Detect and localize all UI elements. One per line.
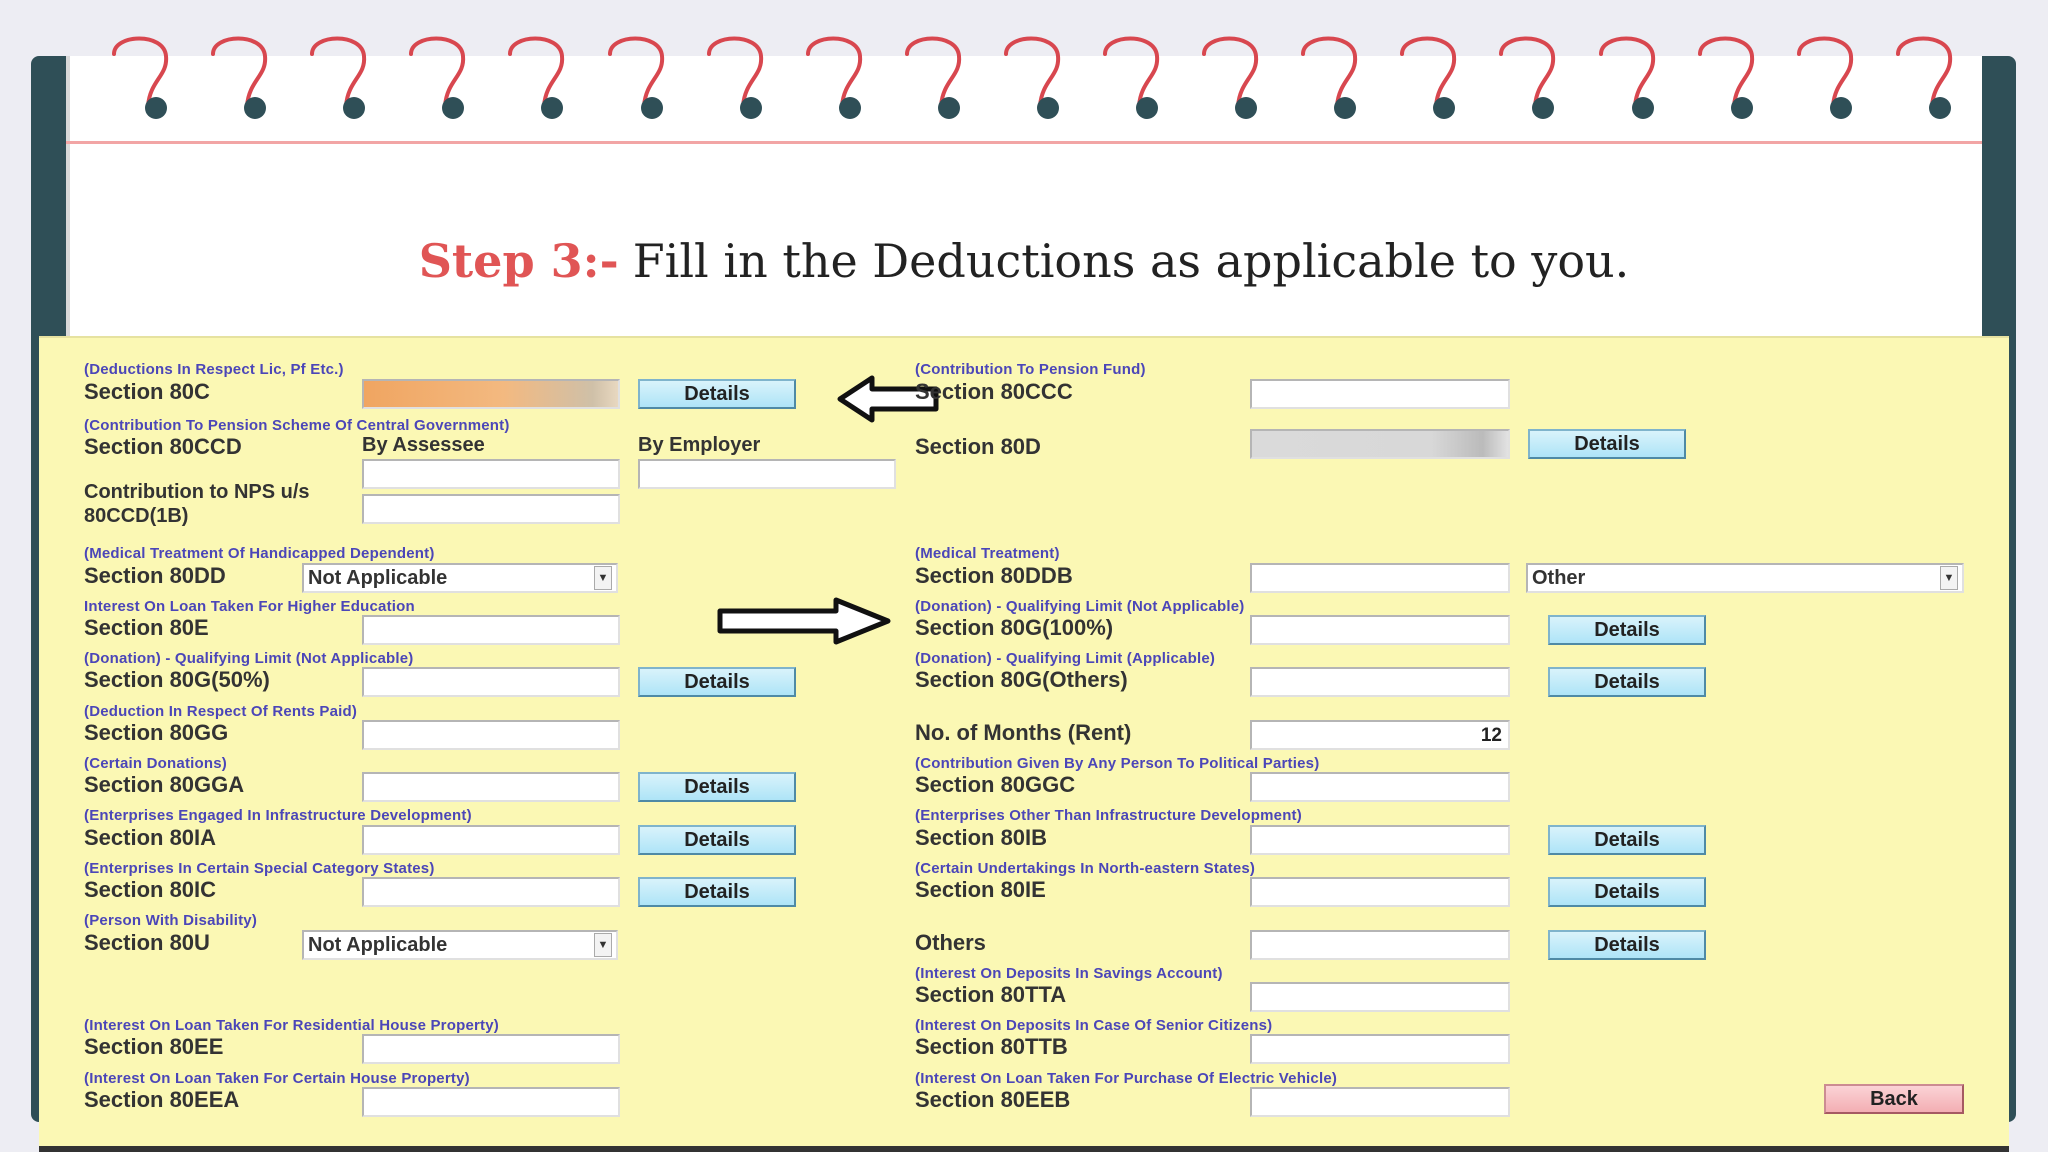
caption-80ttb: (Interest On Deposits In Case Of Senior Citizens) bbox=[915, 1017, 1273, 1034]
input-80g100[interactable] bbox=[1250, 615, 1510, 645]
details-button-80g100[interactable]: Details bbox=[1548, 615, 1706, 645]
input-80ttb[interactable] bbox=[1250, 1034, 1510, 1064]
caption-80ggc: (Contribution Given By Any Person To Political Parties) bbox=[915, 755, 1320, 772]
back-button[interactable]: Back bbox=[1824, 1084, 1964, 1114]
label-80ddb: Section 80DDB bbox=[915, 563, 1073, 588]
input-80ddb[interactable] bbox=[1250, 563, 1510, 593]
caption-80ia: (Enterprises Engaged In Infrastructure Development) bbox=[84, 807, 472, 824]
label-80ic: Section 80IC bbox=[84, 877, 217, 902]
details-button-80g50[interactable]: Details bbox=[638, 667, 796, 697]
details-button-80ia[interactable]: Details bbox=[638, 825, 796, 855]
caption-80e: Interest On Loan Taken For Higher Education bbox=[84, 598, 415, 615]
step-text: Fill in the Deductions as applicable to you. bbox=[632, 234, 1630, 288]
label-80tta: Section 80TTA bbox=[915, 982, 1067, 1007]
label-80e: Section 80E bbox=[84, 615, 209, 640]
caption-80gga: (Certain Donations) bbox=[84, 755, 227, 772]
select-80dd[interactable] bbox=[302, 563, 618, 593]
input-months-rent[interactable]: 12 bbox=[1250, 720, 1510, 750]
label-80gga: Section 80GGA bbox=[84, 772, 245, 797]
spiral-ring-icon bbox=[1791, 28, 1863, 124]
dropdown-arrow-icon[interactable]: ▼ bbox=[1940, 566, 1958, 590]
caption-80eeb: (Interest On Loan Taken For Purchase Of Electric Vehicle) bbox=[915, 1070, 1338, 1087]
label-nps: Contribution to NPS u/s 80CCD(1B) bbox=[84, 481, 310, 527]
input-80ia[interactable] bbox=[362, 825, 620, 855]
label-months-rent: No. of Months (Rent) bbox=[915, 720, 1132, 745]
input-80eeb[interactable] bbox=[1250, 1087, 1510, 1117]
caption-80ie: (Certain Undertakings In North-eastern States) bbox=[915, 860, 1256, 877]
label-by-assessee: By Assessee bbox=[362, 434, 485, 456]
caption-80eea: (Interest On Loan Taken For Certain House Property) bbox=[84, 1070, 470, 1087]
spiral-ring-icon bbox=[998, 28, 1070, 124]
spiral-ring-icon bbox=[701, 28, 773, 124]
label-80gg: Section 80GG bbox=[84, 720, 229, 745]
caption-80c: (Deductions In Respect Lic, Pf Etc.) bbox=[84, 361, 344, 378]
caption-80ib: (Enterprises Other Than Infrastructure Development) bbox=[915, 807, 1302, 824]
page-title bbox=[0, 234, 2048, 288]
step-label: Step 3:- bbox=[418, 234, 619, 288]
input-80ggc[interactable] bbox=[1250, 772, 1510, 802]
label-80dd: Section 80DD bbox=[84, 563, 226, 588]
caption-80ccd: (Contribution To Pension Scheme Of Central Government) bbox=[84, 417, 510, 434]
caption-80gothers: (Donation) - Qualifying Limit (Applicable) bbox=[915, 650, 1216, 667]
spiral-ring-icon bbox=[1493, 28, 1565, 124]
details-button-80gga[interactable]: Details bbox=[638, 772, 796, 802]
label-by-employer: By Employer bbox=[638, 434, 761, 456]
caption-80g100: (Donation) - Qualifying Limit (Not Applicable) bbox=[915, 598, 1245, 615]
input-80c[interactable] bbox=[362, 379, 620, 409]
spiral-ring-icon bbox=[403, 28, 475, 124]
select-80u-value: Not Applicable bbox=[308, 933, 448, 956]
spiral-ring-icon bbox=[502, 28, 574, 124]
details-button-80gothers[interactable]: Details bbox=[1548, 667, 1706, 697]
input-nps-80ccd1b[interactable] bbox=[362, 494, 620, 524]
spiral-ring-icon bbox=[1692, 28, 1764, 124]
label-80c: Section 80C bbox=[84, 379, 210, 404]
label-80g50: Section 80G(50%) bbox=[84, 667, 270, 692]
spiral-ring-icon bbox=[800, 28, 872, 124]
input-80ccd-employer[interactable] bbox=[638, 459, 896, 489]
dropdown-arrow-icon[interactable]: ▼ bbox=[594, 566, 612, 590]
spiral-ring-icon bbox=[899, 28, 971, 124]
label-80ccc: Section 80CCC bbox=[915, 379, 1073, 404]
details-button-others[interactable]: Details bbox=[1548, 930, 1706, 960]
spiral-ring-icon bbox=[1196, 28, 1268, 124]
input-others[interactable] bbox=[1250, 930, 1510, 960]
spiral-ring-icon bbox=[304, 28, 376, 124]
select-80u[interactable] bbox=[302, 930, 618, 960]
input-80d[interactable] bbox=[1250, 429, 1510, 459]
details-button-80ib[interactable]: Details bbox=[1548, 825, 1706, 855]
dropdown-arrow-icon[interactable]: ▼ bbox=[594, 933, 612, 957]
label-others: Others bbox=[915, 930, 986, 955]
form-bottom-border bbox=[39, 1146, 2009, 1152]
input-80ie[interactable] bbox=[1250, 877, 1510, 907]
caption-80g50: (Donation) - Qualifying Limit (Not Applicable) bbox=[84, 650, 414, 667]
spiral-ring-icon bbox=[1097, 28, 1169, 124]
label-80g100: Section 80G(100%) bbox=[915, 615, 1114, 640]
spiral-ring-icon bbox=[205, 28, 277, 124]
caption-80gg: (Deduction In Respect Of Rents Paid) bbox=[84, 703, 358, 720]
label-80eea: Section 80EEA bbox=[84, 1087, 240, 1112]
input-80ib[interactable] bbox=[1250, 825, 1510, 855]
details-button-80c[interactable]: Details bbox=[638, 379, 796, 409]
input-80ic[interactable] bbox=[362, 877, 620, 907]
input-80tta[interactable] bbox=[1250, 982, 1510, 1012]
select-80ddb[interactable] bbox=[1526, 563, 1964, 593]
details-button-80ie[interactable]: Details bbox=[1548, 877, 1706, 907]
label-80ib: Section 80IB bbox=[915, 825, 1048, 850]
label-80d: Section 80D bbox=[915, 434, 1041, 459]
caption-80ccc: (Contribution To Pension Fund) bbox=[915, 361, 1146, 378]
input-80ccd-assessee[interactable] bbox=[362, 459, 620, 489]
label-80gothers: Section 80G(Others) bbox=[915, 667, 1128, 692]
input-80ccc[interactable] bbox=[1250, 379, 1510, 409]
label-80u: Section 80U bbox=[84, 930, 210, 955]
caption-80ee: (Interest On Loan Taken For Residential House Property) bbox=[84, 1017, 499, 1034]
input-80e[interactable] bbox=[362, 615, 620, 645]
label-80ie: Section 80IE bbox=[915, 877, 1046, 902]
label-80ia: Section 80IA bbox=[84, 825, 217, 850]
input-80g50[interactable] bbox=[362, 667, 620, 697]
spiral-ring-icon bbox=[1295, 28, 1367, 124]
caption-80ddb: (Medical Treatment) bbox=[915, 545, 1060, 562]
spiral-ring-icon bbox=[1890, 28, 1962, 124]
select-80dd-value: Not Applicable bbox=[308, 566, 448, 589]
details-button-80d[interactable]: Details bbox=[1528, 429, 1686, 459]
caption-80tta: (Interest On Deposits In Savings Account) bbox=[915, 965, 1223, 982]
page-margin-line bbox=[66, 141, 1982, 144]
label-80eeb: Section 80EEB bbox=[915, 1087, 1071, 1112]
spiral-ring-icon bbox=[1394, 28, 1466, 124]
input-80ee[interactable] bbox=[362, 1034, 620, 1064]
label-80ee: Section 80EE bbox=[84, 1034, 224, 1059]
details-button-80ic[interactable]: Details bbox=[638, 877, 796, 907]
label-80ggc: Section 80GGC bbox=[915, 772, 1076, 797]
input-80gothers[interactable] bbox=[1250, 667, 1510, 697]
input-80gg[interactable] bbox=[362, 720, 620, 750]
input-80gga[interactable] bbox=[362, 772, 620, 802]
spiral-ring-icon bbox=[602, 28, 674, 124]
arrow-right-icon bbox=[716, 596, 892, 646]
spiral-ring-icon bbox=[106, 28, 178, 124]
select-80ddb-value: Other bbox=[1532, 566, 1586, 589]
label-80ccd: Section 80CCD bbox=[84, 434, 242, 459]
label-80ttb: Section 80TTB bbox=[915, 1034, 1068, 1059]
input-80eea[interactable] bbox=[362, 1087, 620, 1117]
caption-80ic: (Enterprises In Certain Special Category States) bbox=[84, 860, 435, 877]
caption-80dd: (Medical Treatment Of Handicapped Dependent) bbox=[84, 545, 435, 562]
spiral-ring-icon bbox=[1593, 28, 1665, 124]
caption-80u: (Person With Disability) bbox=[84, 912, 258, 929]
